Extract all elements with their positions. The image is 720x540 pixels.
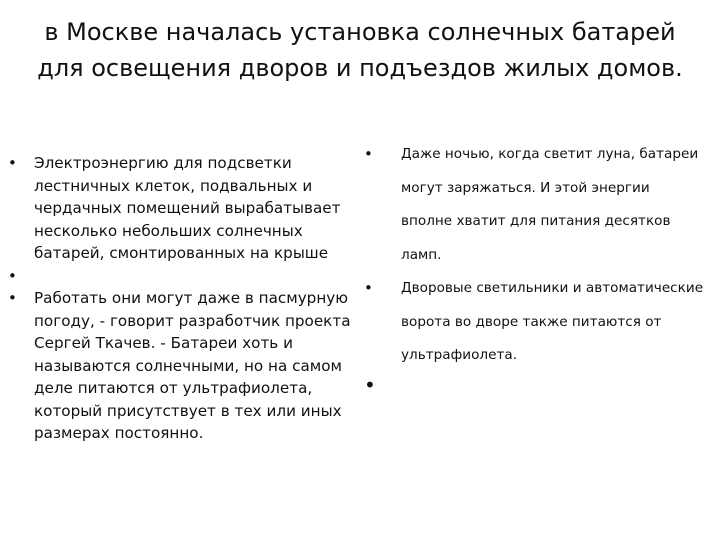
bullet-text: Электроэнергию для подсветки лестничных клеток, подвальных и чердачных помещений вырабатывает несколько небольших солнечных батарей, смонтированных на крыше	[34, 154, 341, 262]
left-bullet-item	[8, 287, 368, 445]
left-bullet-item-empty	[8, 265, 368, 288]
right-bullet-item	[364, 138, 704, 272]
bullet-icon: •	[364, 145, 373, 163]
slide-title: в Москве началась установка солнечных батарей для освещения дворов и подъездов жилых домов.	[37, 18, 683, 82]
bullet-icon: •	[8, 266, 17, 285]
left-bullet-item	[8, 152, 368, 265]
bullet-text: Дворовые светильники и автоматические ворота во дворе также питаются от ультрафиолета.	[401, 280, 704, 363]
bullet-text: Даже ночью, когда светит луна, батареи могут заряжаться. И этой энергии вполне хватит для питания десятков ламп.	[401, 146, 699, 263]
bullet-icon: •	[364, 372, 376, 397]
bullet-icon: •	[8, 154, 17, 172]
bullet-text: Работать они могут даже в пасмурную погоду, - говорит разработчик проекта Сергей Ткачев. - Батареи хоть и называются солнечными, но на самом деле питаются от ультрафиолета, который присутствует в тех или иных размерах постоянно.	[34, 289, 351, 442]
bullet-icon: •	[364, 279, 373, 297]
right-bullet-list	[364, 138, 704, 397]
right-bullet-item	[364, 272, 704, 373]
bullet-icon: •	[8, 289, 17, 307]
left-bullet-list	[8, 152, 368, 445]
right-bullet-item-empty	[364, 372, 704, 397]
